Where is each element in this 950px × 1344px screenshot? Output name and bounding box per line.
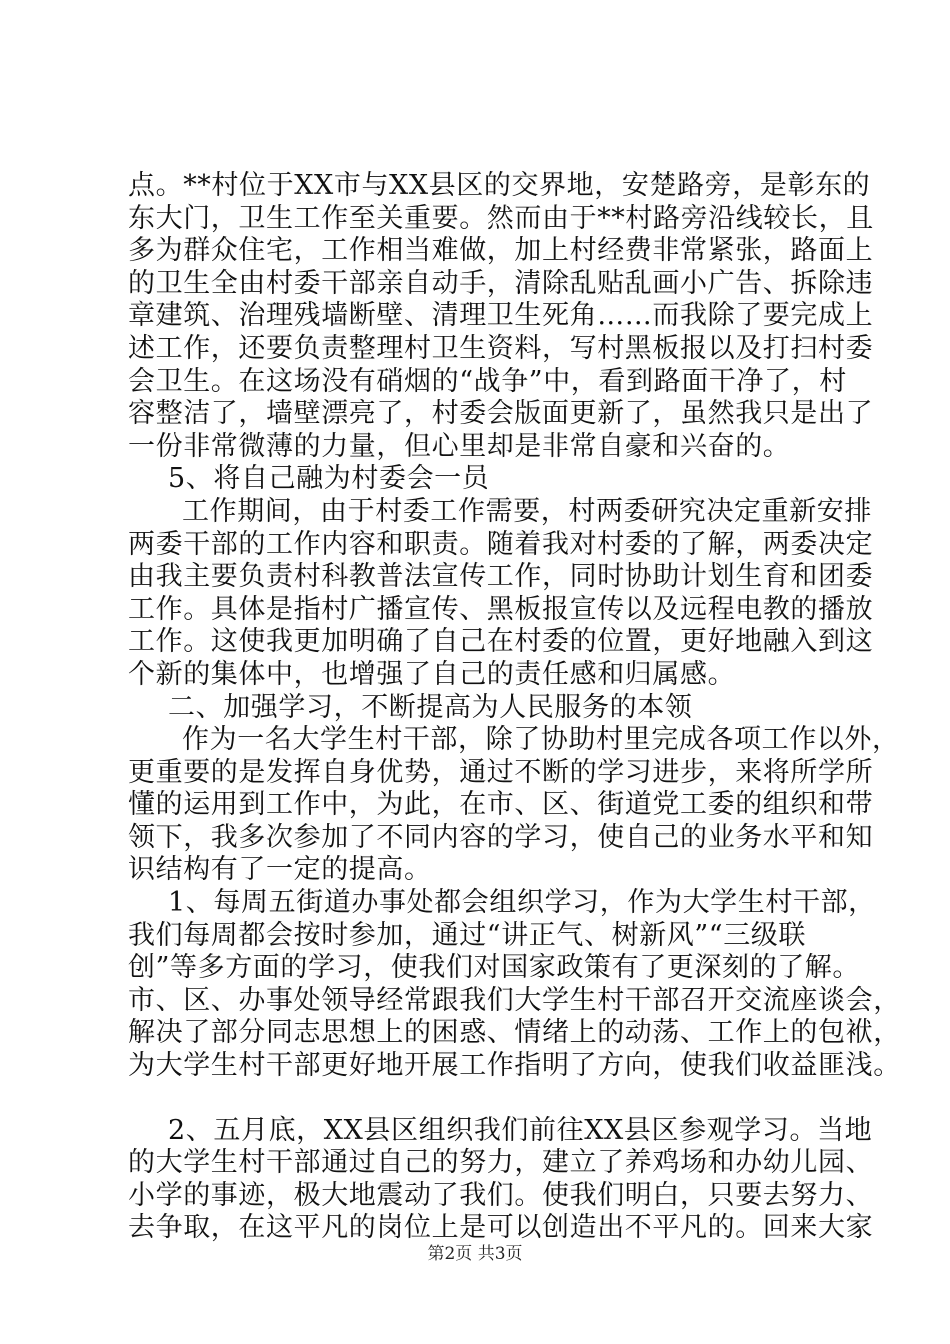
body-line: 会卫生。在这场没有硝烟的“战争”中，看到路面干净了，村 — [128, 365, 847, 397]
body-line: 个新的集体中，也增强了自己的责任感和归属感。 — [128, 658, 736, 690]
document-body — [128, 170, 901, 1245]
body-line: 创”等多方面的学习，使我们对国家政策有了更深刻的了解。 — [128, 952, 861, 984]
body-line: 章建筑、治理残墙断壁、清理卫生死角……而我除了要完成上 — [128, 300, 874, 332]
body-line: 小学的事迹，极大地震动了我们。使我们明白，只要去努力、 — [128, 1179, 874, 1211]
paragraph-first-line: 作为一名大学生村干部，除了协助村里完成各项工作以外， — [182, 724, 900, 756]
body-line: 点。**村位于XX市与XX县区的交界地，安楚路旁，是彰东的 — [128, 170, 871, 201]
body-line: 两委干部的工作内容和职责。随着我对村委的了解，两委决定 — [128, 528, 874, 560]
body-line: 解决了部分同志思想上的困惑、情绪上的动荡、工作上的包袱， — [128, 1017, 901, 1049]
body-line: 述工作，还要负责整理村卫生资料，写村黑板报以及打扫村委 — [128, 332, 874, 364]
body-line: 我们每周都会按时参加，通过“讲正气、树新风”“三级联 — [128, 919, 807, 951]
page-number-footer: 第2页 共3页 — [427, 1244, 523, 1264]
body-line: 工作。这使我更加明确了自己在村委的位置，更好地融入到这 — [128, 626, 874, 658]
section-heading: 5、将自己融为村委会一员 — [168, 463, 490, 495]
body-line: 工作。具体是指村广播宣传、黑板报宣传以及远程电教的播放 — [128, 593, 874, 625]
body-line: 多为群众住宅，工作相当难做，加上村经费非常紧张，路面上 — [128, 235, 874, 267]
body-line: 一份非常微薄的力量，但心里却是非常自豪和兴奋的。 — [128, 430, 791, 462]
body-line: 去争取，在这平凡的岗位上是可以创造出不平凡的。回来大家 — [128, 1212, 874, 1244]
paragraph-first-line: 1、每周五街道办事处都会组织学习，作为大学生村干部， — [168, 887, 876, 919]
body-line: 由我主要负责村科教普法宣传工作，同时协助计划生育和团委 — [128, 561, 874, 593]
paragraph-gap — [128, 1083, 838, 1115]
body-line: 懂的运用到工作中，为此，在市、区、街道党工委的组织和带 — [128, 789, 874, 821]
paragraph-first-line: 2、五月底，XX县区组织我们前往XX县区参观学习。当地 — [168, 1114, 873, 1146]
body-line: 识结构有了一定的提高。 — [128, 854, 432, 886]
paragraph-first-line: 工作期间，由于村委工作需要，村两委研究决定重新安排 — [182, 495, 872, 527]
body-line: 为大学生村干部更好地开展工作指明了方向，使我们收益匪浅。 — [128, 1050, 901, 1082]
body-line: 的卫生全由村委干部亲自动手，清除乱贴乱画小广告、拆除违 — [128, 267, 874, 299]
body-line: 领下，我多次参加了不同内容的学习，使自己的业务水平和知 — [128, 821, 874, 853]
body-line: 的大学生村干部通过自己的努力，建立了养鸡场和办幼儿园、 — [128, 1147, 874, 1179]
body-line: 容整洁了，墙壁漂亮了，村委会版面更新了，虽然我只是出了 — [128, 398, 874, 430]
section-heading: 二、加强学习，不断提高为人民服务的本领 — [168, 691, 693, 723]
body-line: 东大门，卫生工作至关重要。然而由于**村路旁沿线较长，且 — [128, 202, 874, 234]
body-line: 更重要的是发挥自身优势，通过不断的学习进步，来将所学所 — [128, 756, 874, 788]
body-line: 市、区、办事处领导经常跟我们大学生村干部召开交流座谈会， — [128, 984, 901, 1016]
